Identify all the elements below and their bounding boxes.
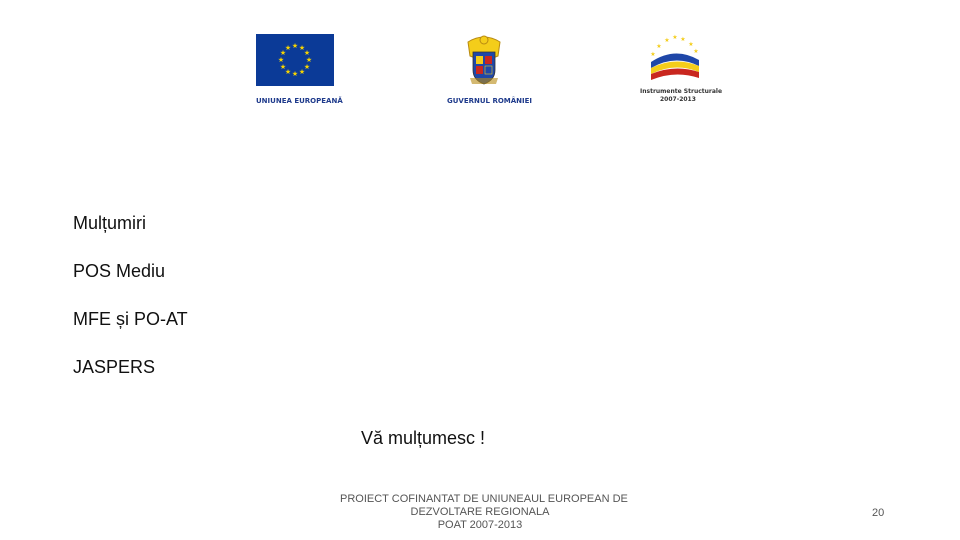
is-caption-line2: 2007-2013 bbox=[660, 96, 696, 103]
coat-of-arms-logo bbox=[462, 32, 506, 93]
structural-instruments-logo bbox=[645, 32, 705, 91]
svg-text:★: ★ bbox=[672, 34, 678, 41]
svg-text:★: ★ bbox=[279, 63, 287, 71]
svg-text:★: ★ bbox=[693, 48, 699, 55]
gov-caption: GUVERNUL ROMÂNIEI bbox=[447, 97, 533, 105]
svg-text:★: ★ bbox=[291, 70, 299, 78]
svg-text:★: ★ bbox=[305, 56, 313, 64]
svg-text:★: ★ bbox=[688, 41, 694, 48]
svg-text:★: ★ bbox=[664, 37, 670, 44]
svg-text:★: ★ bbox=[277, 56, 285, 64]
svg-text:★: ★ bbox=[656, 43, 662, 50]
bullet-item-pos-mediu: POS Mediu bbox=[73, 261, 166, 281]
page-number: 20 bbox=[872, 507, 885, 519]
svg-text:★: ★ bbox=[303, 49, 311, 57]
thank-you-text: Vă mulțumesc ! bbox=[361, 428, 486, 448]
footer-text bbox=[340, 493, 628, 532]
footer-line-2: DEZVOLTARE REGIONALA bbox=[410, 506, 550, 518]
footer-line-1: PROIECT COFINANTAT DE UNIUNEAUL EUROPEAN DE bbox=[340, 493, 628, 505]
is-caption-line1: Instrumente Structurale bbox=[640, 88, 723, 95]
svg-text:★: ★ bbox=[284, 44, 292, 52]
svg-text:★: ★ bbox=[284, 68, 292, 76]
footer-line-3: POAT 2007-2013 bbox=[437, 519, 523, 531]
bullet-item-multumiri: Mulțumiri bbox=[73, 213, 147, 233]
svg-text:★: ★ bbox=[298, 68, 306, 76]
eu-flag-logo bbox=[256, 34, 336, 93]
svg-text:★: ★ bbox=[298, 44, 306, 52]
svg-text:★: ★ bbox=[650, 51, 656, 58]
svg-text:★: ★ bbox=[303, 63, 311, 71]
svg-text:★: ★ bbox=[291, 42, 299, 50]
eu-caption: UNIUNEA EUROPEANĂ bbox=[256, 97, 343, 105]
svg-text:★: ★ bbox=[680, 36, 686, 43]
svg-text:★: ★ bbox=[279, 49, 287, 57]
bullet-item-jaspers: JASPERS bbox=[73, 357, 156, 377]
bullet-item-mfe-po-at: MFE și PO-AT bbox=[73, 309, 188, 329]
